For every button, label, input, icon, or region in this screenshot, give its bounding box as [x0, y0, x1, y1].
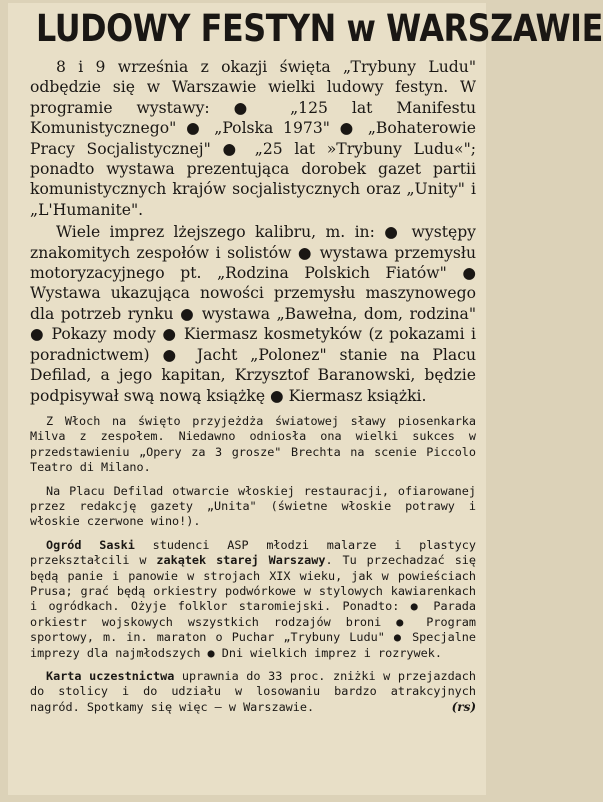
paragraph-restaurant: Na Placu Defilad otwarcie włoskiej restauracji, ofiarowanej przez redakcję gazety „Unita" (świetne włoskie potrawy i włoskie czerwone wino!).: [30, 483, 476, 529]
lead-paragraph-events: Wiele imprez lżejszego kalibru, m. in: ● występy znakomitych zespołów i solistów ● wystawa przemysłu motoryzacyjnego pt. „Rodzina Polskich Fiatów" ● Wystawa ukazująca nowości przemysłu maszynowego dla potrzeb rynku ● wystawa „Bawełna, dom, rodzina" ● Pokazy mody ● Kiermasz kosmetyków (z pokazami i poradnictwem) ● Jacht „Polonez" stanie na Placu Defilad, a jego kapitan, Krzysztof Baranowski, będzie podpisywał swą nową książkę ● Kiermasz książki.: [30, 223, 476, 405]
paragraph-participation-card: [30, 669, 476, 715]
card-text: uprawnia do 33 proc. zniżki w przejazdach do stolicy i do udziału w losowaniu bardzo atrakcyjnych nagród. Spotkamy się więc — w Warszawie.: [30, 669, 476, 714]
paragraph-saski-garden: [30, 538, 476, 661]
newspaper-clipping: [8, 3, 603, 795]
saski-text-b: . Tu przechadzać się będą panie i panowie w strojach XIX wieku, jak w powieściach Prusa; grać będą orkiestry podwórkowe w stylowych kawiarenkach i ogródkach. Ożyje folklor staromiejski. Ponadto: ● Parada orkiestr wojskowych wszystkich rodzajów broni ● Program sportowy, m. in. maraton o Puchar „Trybuny Ludu" ● Specjalne imprezy dla najmłodszych ● Dni wielkich imprez i rozrywek.: [30, 553, 477, 660]
paragraph-milva: Z Włoch na święto przyjeżdża światowej sławy piosenkarka Milva z zespołem. Niedawno odniosła ona wielki sukces w przedstawieniu „Opery za 3 grosze" Brechta na scenie Piccolo Teatro di Milano.: [30, 413, 476, 475]
headline: LUDOWY FESTYN w WARSZAWIE: [36, 7, 603, 50]
old-warsaw-corner: zakątek starej Warszawy: [156, 553, 326, 568]
lead-paragraph-program: 8 i 9 września z okazji święta „Trybuny Ludu" odbędzie się w Warszawie wielki ludowy festyn. W programie wystawy: ● „125 lat Manifestu Komunistycznego" ● „Polska 1973" ● „Bohaterowie Pracy Socjalistycznej" ● „25 lat »Trybuny Ludu«"; ponadto wystawa prezentująca dorobek gazet partii komunistycznych krajów socjalistycznych oraz „Unity" i „L'Humanite".: [30, 58, 476, 219]
card-label: Karta uczestnictwa: [46, 669, 175, 683]
saski-text-a: studenci ASP młodzi malarze i plastycy przekształcili w: [30, 537, 476, 568]
author-signature: (rs): [451, 699, 476, 714]
saski-garden-label: Ogród Saski: [46, 537, 135, 552]
